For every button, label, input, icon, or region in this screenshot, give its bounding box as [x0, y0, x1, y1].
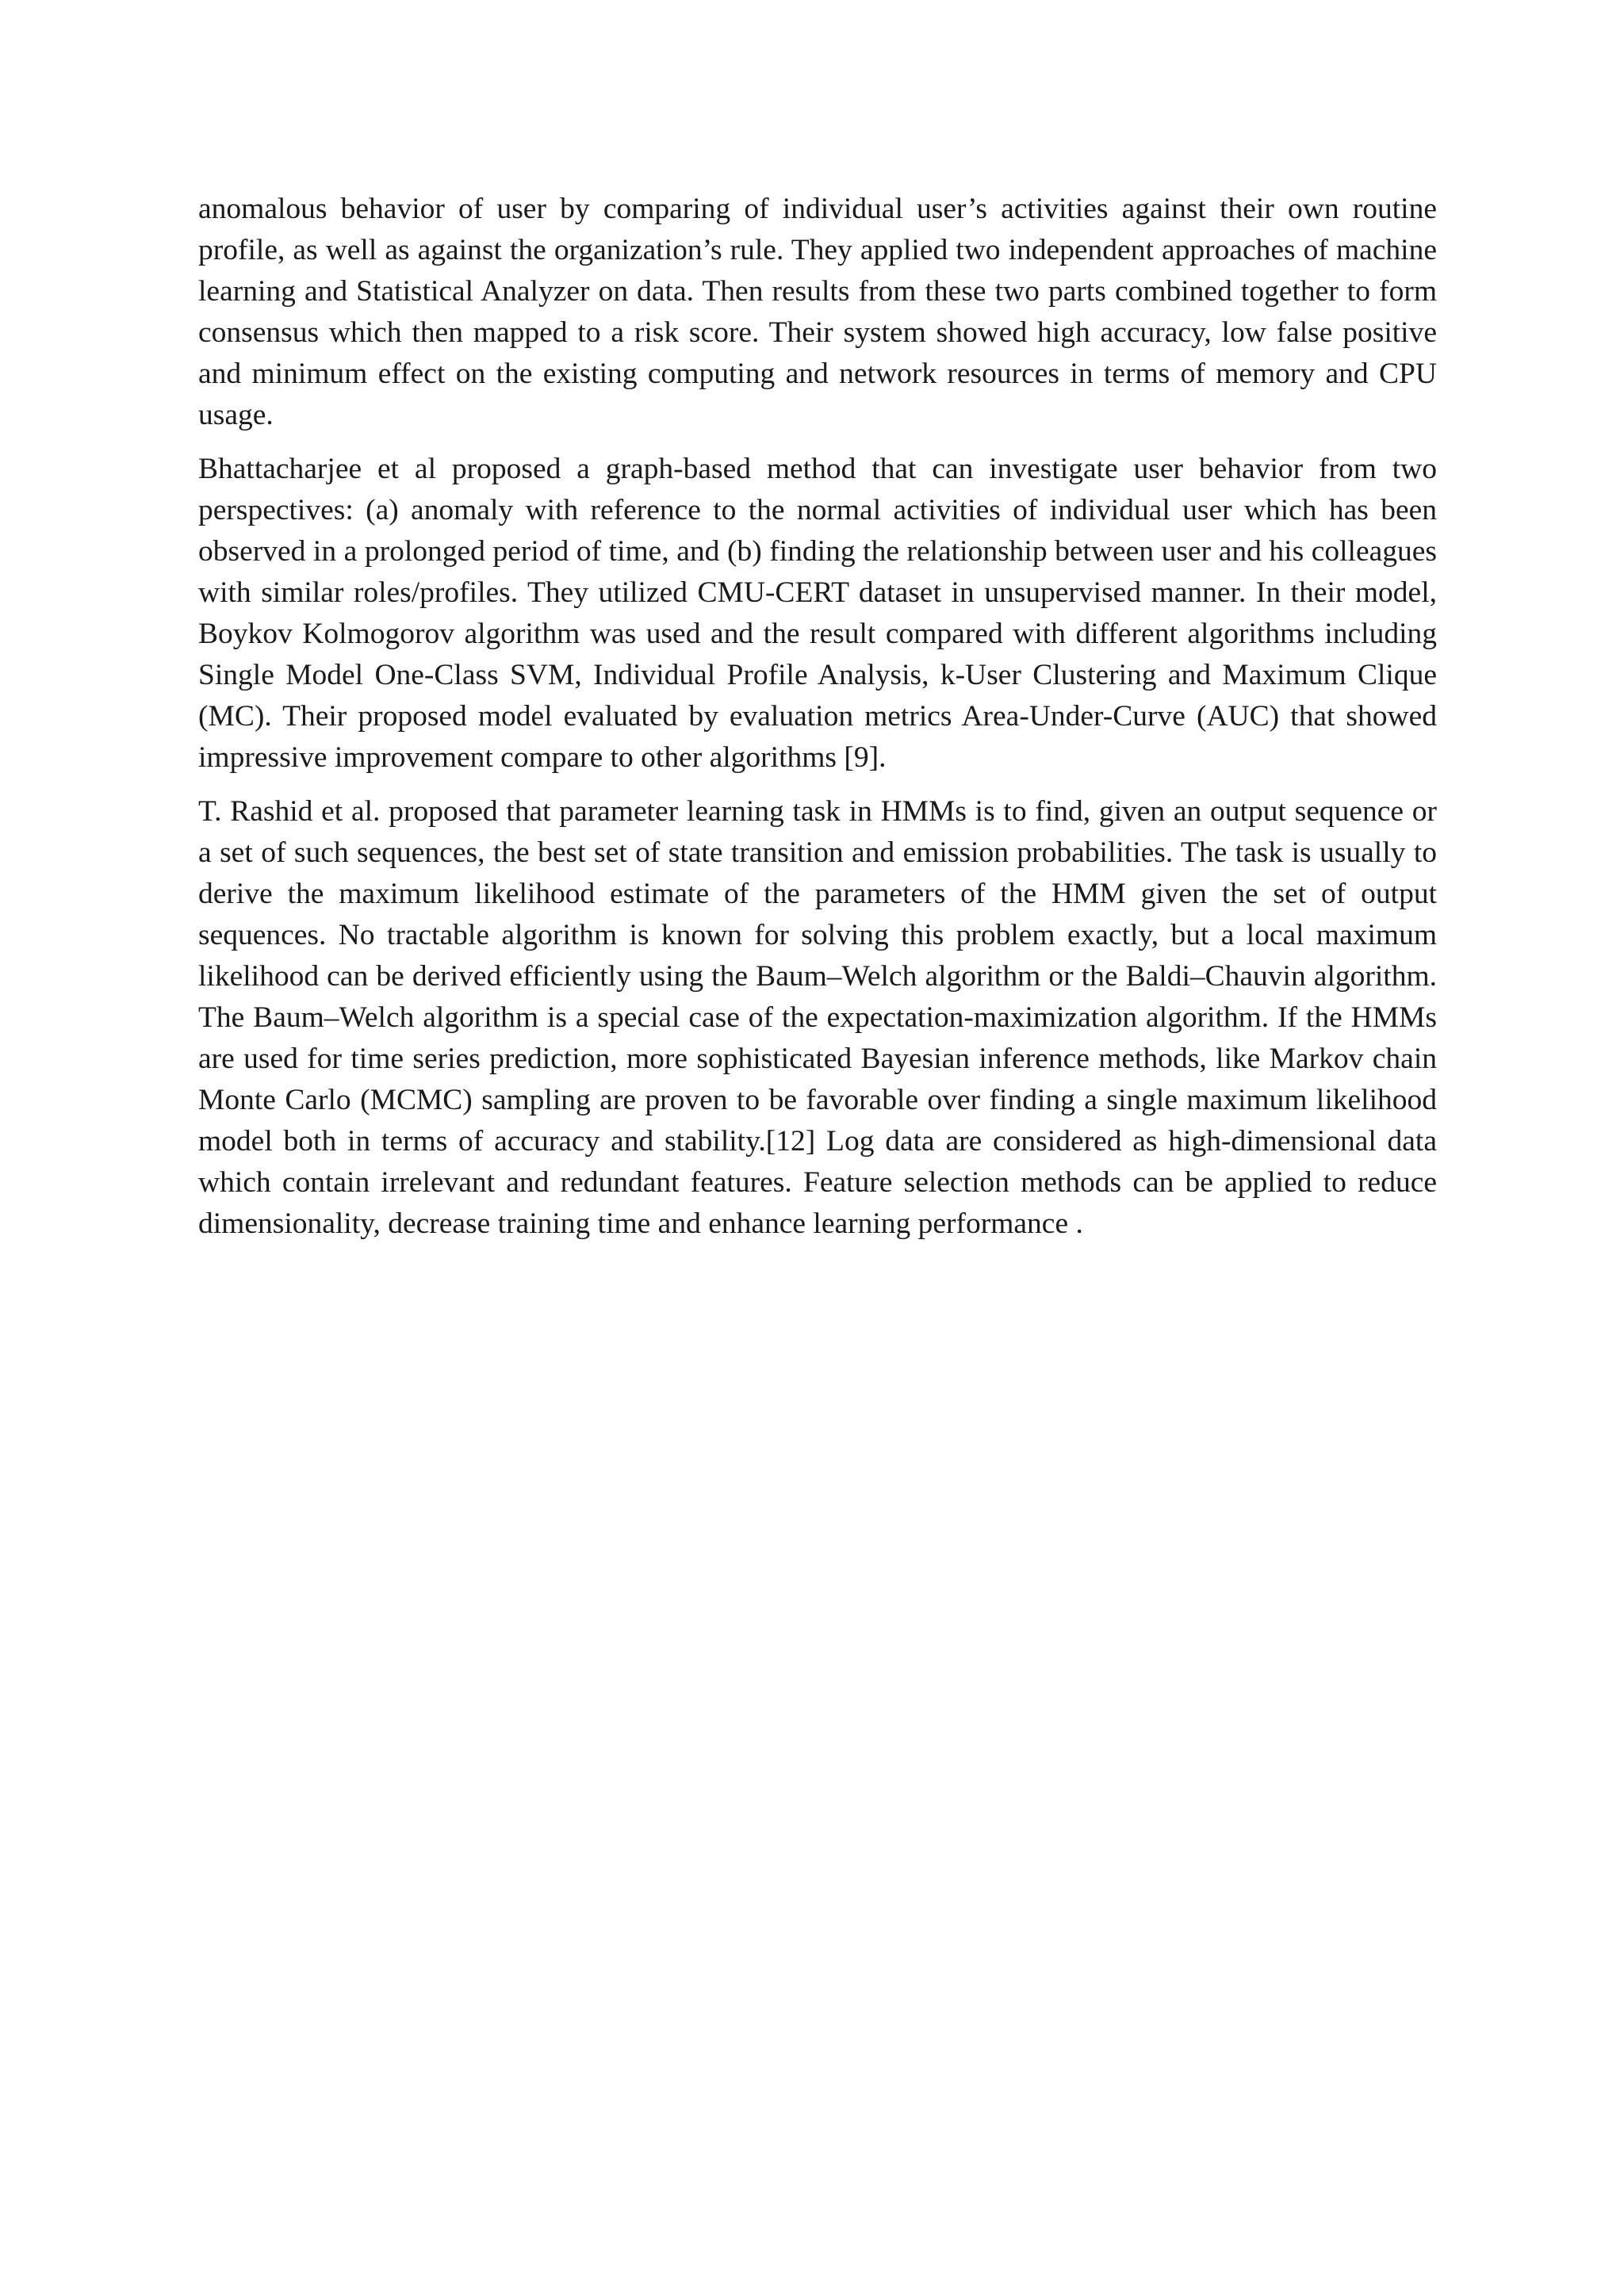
paragraph-3: T. Rashid et al. proposed that parameter learning task in HMMs is to find, given an output sequence or a set of such sequences, the best set of state transition and emission probabilities. The task is usually to derive the maximum likelihood estimate of the parameters of the HMM given the set of output sequences. No tractable algorithm is known for solving this problem exactly, but a local maximum likelihood can be derived efficiently using the Baum–Welch algorithm or the Baldi–Chauvin algorithm. The Baum–Welch algorithm is a special case of the expectation-maximization algorithm. If the HMMs are used for time series prediction, more sophisticated Bayesian inference methods, like Markov chain Monte Carlo (MCMC) sampling are proven to be favorable over finding a single maximum likelihood model both in terms of accuracy and stability.[12] Log data are considered as high-dimensional data which contain irrelevant and redundant features. Feature selection methods can be applied to reduce dimensionality, decrease training time and enhance learning performance . [198, 795, 1437, 1240]
paragraph-2: Bhattacharjee et al proposed a graph-based method that can investigate user behavior from two perspectives: (a) anomaly with reference to the normal activities of individual user which has been observed in a prolonged period of time, and (b) finding the relationship between user and his colleagues with similar roles/profiles. They utilized CMU-CERT dataset in unsupervised manner. In their model, Boykov Kolmogorov algorithm was used and the result compared with different algorithms including Single Model One-Class SVM, Individual Profile Analysis, k-User Clustering and Maximum Clique (MC). Their proposed model evaluated by evaluation metrics Area-Under-Curve (AUC) that showed impressive improvement compare to other algorithms [9]. [198, 453, 1437, 774]
paragraph-1: anomalous behavior of user by comparing of individual user’s activities against their own routine profile, as well as against the organization’s rule. They applied two independent approaches of machine learning and Statistical Analyzer on data. Then results from these two parts combined together to form consensus which then mapped to a risk score. Their system showed high accuracy, low false positive and minimum effect on the existing computing and network resources in terms of memory and CPU usage. [198, 193, 1437, 431]
body-text [198, 189, 1437, 1257]
